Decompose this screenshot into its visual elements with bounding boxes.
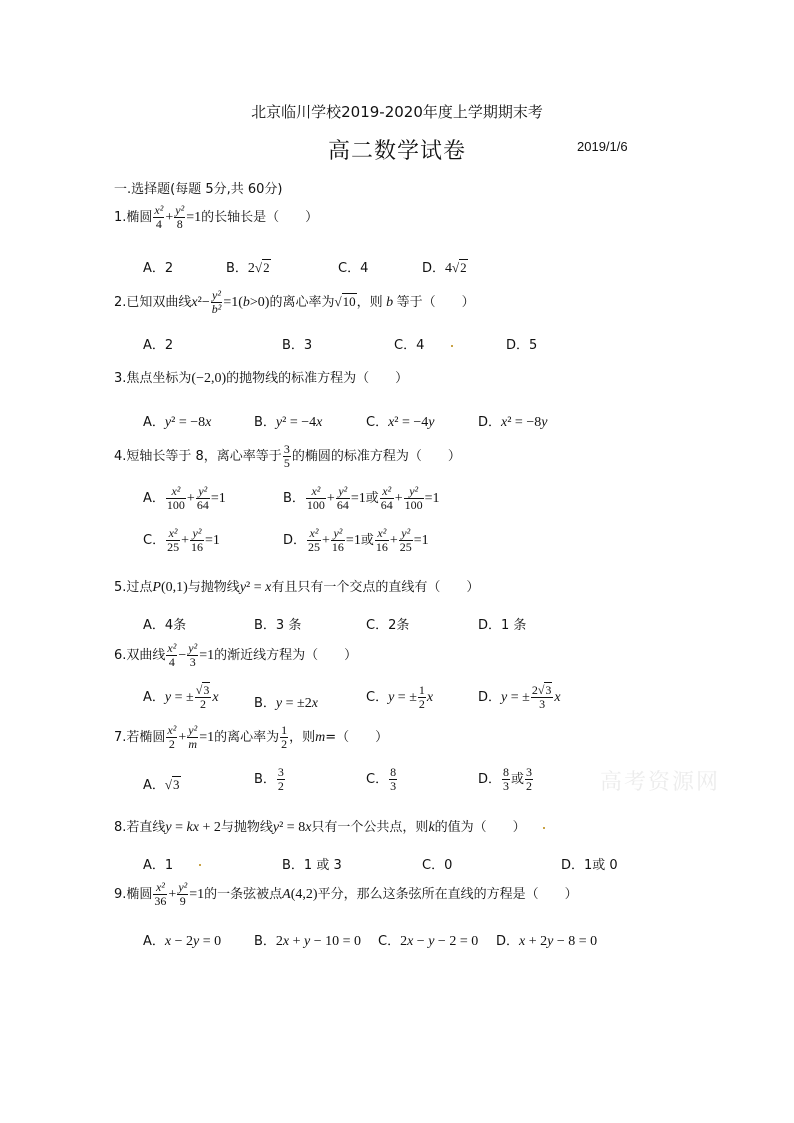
school-header: 北京临川学校2019-2020年度上学期期末考: [251, 103, 543, 121]
frac: $\frac{2√3}{3}$: [531, 683, 552, 711]
q6-d-label: D．: [478, 690, 502, 705]
q3-option-b[interactable]: B．y² = −4x: [254, 415, 323, 430]
frac: $\frac{1}{2}$: [281, 723, 288, 751]
frac: $\frac{3}{2}$: [277, 765, 284, 793]
q8-option-a[interactable]: A．1: [143, 858, 174, 873]
q1-prefix: 1.椭圆: [114, 210, 153, 225]
stray-dot: [451, 345, 453, 347]
frac: $\frac{\text{x²}}{100}$: [166, 484, 185, 512]
question-7: 7.若椭圆 $\frac{\text{x²}}{2}$ + $\frac{\text{y²}}{m}$ =1的离心率为 $\frac{1}{2}$ ，则m=（ ）: [114, 723, 389, 751]
q2-prefix: 2.已知双曲线: [114, 295, 192, 310]
q8-option-c[interactable]: C．0: [422, 858, 453, 873]
q9-option-d[interactable]: D．x + 2y − 8 = 0: [496, 934, 598, 949]
q3-suffix: 的抛物线的标准方程为（ ）: [226, 371, 409, 386]
q3-option-c[interactable]: C．x² = −4y: [366, 415, 435, 430]
q8-mid: 与抛物线: [220, 820, 273, 835]
page-title: 高二数学试卷: [327, 139, 466, 164]
q1-d-label: D．: [422, 261, 446, 276]
q6-prefix: 6.双曲线: [114, 648, 166, 663]
q3-option-d[interactable]: D．x² = −8y: [478, 415, 548, 430]
frac: $\frac{1}{2}$: [418, 683, 425, 711]
frac: $\frac{\text{y²}}{8}$: [175, 203, 185, 231]
q4-a-label: A．: [143, 491, 165, 506]
q5-mid: 与抛物线: [187, 580, 240, 595]
q5-prefix: 5.过点: [114, 580, 153, 595]
stray-dot: [543, 827, 545, 829]
q1-b-label: B．: [226, 261, 248, 276]
frac: $\frac{\text{x²}}{64}$: [380, 484, 393, 512]
frac: $\frac{8}{3}$: [390, 765, 397, 793]
frac: $\frac{\text{y²}}{64}$: [196, 484, 209, 512]
q2-mid: 的离心率为: [269, 295, 335, 310]
q4-suffix: 的椭圆的标准方程为（ ）: [291, 449, 461, 464]
q9-option-c[interactable]: C．2x − y − 2 = 0: [378, 934, 479, 949]
q8-mid2: 只有一个公共点，则: [311, 820, 429, 835]
question-9: 9.椭圆 $\frac{\text{x²}}{36}$ + $\frac{\text{y²}}{9}$ =1的一条弦被点A(4,2)平分，那么这条弦所在直线的方程是（ ）: [114, 880, 578, 908]
frac: $\frac{\text{y²}}{3}$: [188, 641, 198, 669]
q6-option-b[interactable]: B．y = ±2x: [254, 696, 318, 711]
q7-a-label: A．: [143, 778, 165, 793]
q1-option-c[interactable]: C．4: [338, 261, 369, 276]
q9-option-a[interactable]: A．x − 2y = 0: [143, 934, 222, 949]
q3-a-label: A．: [143, 415, 165, 430]
question-4: [114, 443, 461, 470]
or-word: 或: [511, 772, 525, 787]
frac: $\frac{\text{x²}}{36}$: [154, 880, 167, 908]
watermark: 高考资源网: [600, 770, 721, 795]
q5-option-c[interactable]: C．2条: [366, 618, 410, 633]
q7-mid: 的离心率为: [214, 730, 280, 745]
section-heading: 一.选择题(每题 5分,共 60分): [114, 182, 283, 197]
q9-option-b[interactable]: B．2x + y − 10 = 0: [254, 934, 362, 949]
q2-option-a[interactable]: A．2: [143, 338, 174, 353]
q4-option-c[interactable]: C． $\frac{\text{x²}}{25}$ + $\frac{\text{y²}}{16}$ =1: [143, 526, 220, 554]
q6-c-label: C．: [366, 690, 389, 705]
question-8: 8.若直线y = kx + 2与抛物线y² = 8x只有一个公共点，则k的值为（ ）: [114, 820, 526, 835]
frac: $\frac{\text{y²}}{\text{b²}}$: [211, 288, 222, 316]
q2-option-c[interactable]: C．4: [394, 338, 425, 353]
q5-suffix: 有且只有一个交点的直线有（ ）: [271, 580, 480, 595]
q1-option-b[interactable]: B．2√2: [226, 260, 270, 276]
q1-option-d[interactable]: D．4√2: [422, 260, 467, 276]
frac: $\frac{3}{2}$: [526, 765, 533, 793]
q7-option-c[interactable]: [366, 766, 398, 793]
q9-prefix: 9.椭圆: [114, 887, 153, 902]
stray-dot: [199, 864, 201, 866]
q7-b-label: B．: [254, 772, 276, 787]
q7-prefix: 7.若椭圆: [114, 730, 166, 745]
q6-option-a[interactable]: A．y = ± $\frac{√3}{2}$ x: [143, 683, 219, 711]
frac: $\frac{\text{x²}}{4}$: [167, 641, 177, 669]
frac: $\frac{\text{x²}}{16}$: [375, 526, 388, 554]
q2-option-b[interactable]: B．3: [282, 338, 313, 353]
exam-date: 2019/1/6: [577, 139, 628, 154]
q4-prefix: 4.短轴长等于 8，离心率等于: [114, 449, 282, 464]
question-6: 6.双曲线 $\frac{\text{x²}}{4}$ − $\frac{\text{y²}}{3}$ =1的渐近线方程为（ ）: [114, 641, 358, 669]
q1-option-a[interactable]: A．2: [143, 261, 174, 276]
q4-b-label: B．: [283, 491, 305, 506]
q9-b-label: B．: [254, 934, 276, 949]
q7-option-b[interactable]: [254, 766, 286, 793]
frac: $\frac{\text{y²}}{25}$: [399, 526, 412, 554]
q6-option-c[interactable]: C．y = ± $\frac{1}{2}$ x: [366, 683, 434, 711]
question-3: 3.焦点坐标为(−2,0)的抛物线的标准方程为（ ）: [114, 371, 409, 386]
q8-prefix: 8.若直线: [114, 820, 166, 835]
q7-tail: =（ ）: [325, 730, 389, 745]
frac: $\frac{\text{x²}}{4}$: [154, 203, 164, 231]
question-2: 2.已知双曲线x²− $\frac{\text{y²}}{\text{b²}}$ =1(b>0)的离心率为√10，则 b 等于（ ）: [114, 288, 475, 316]
or-word: 或: [360, 533, 374, 548]
q5-option-a[interactable]: A．4条: [143, 618, 187, 633]
q3-prefix: 3.焦点坐标为: [114, 371, 192, 386]
q9-c-label: C．: [378, 934, 401, 949]
q8-suffix: 的值为（ ）: [434, 820, 526, 835]
frac: $\frac{\text{x²}}{25}$: [167, 526, 180, 554]
q8-option-d[interactable]: D．1或 0: [561, 858, 618, 873]
frac: $\frac{\text{y²}}{9}$: [178, 880, 188, 908]
q7-option-d[interactable]: [478, 766, 534, 793]
q8-option-b[interactable]: B．1 或 3: [282, 858, 342, 873]
frac: $\frac{3}{5}$: [283, 442, 290, 470]
q4-d-label: D．: [283, 533, 307, 548]
q7-d-label: D．: [478, 772, 502, 787]
q2-option-d[interactable]: D．5: [506, 338, 538, 353]
q7-option-a[interactable]: A．√3: [143, 777, 180, 793]
frac: $\frac{\text{y²}}{m}$: [188, 723, 198, 751]
q7-suffix: ，则: [289, 730, 316, 745]
q6-b-label: B．: [254, 696, 276, 711]
or-word: 或: [365, 491, 379, 506]
q6-option-d[interactable]: D．y = ± $\frac{2√3}{3}$ x: [478, 683, 561, 711]
frac: $\frac{\text{y²}}{16}$: [331, 526, 344, 554]
frac: $\frac{\text{y²}}{16}$: [190, 526, 203, 554]
frac: $\frac{\text{x²}}{25}$: [308, 526, 321, 554]
question-1: 1.椭圆 $\frac{\text{x²}}{4}$ + $\frac{\text{y²}}{8}$ =1的长轴长是（ ）: [114, 203, 319, 231]
q7-c-label: C．: [366, 772, 389, 787]
q9-a-label: A．: [143, 934, 165, 949]
question-5: 5.过点P(0,1)与抛物线y² = x有且只有一个交点的直线有（ ）: [114, 580, 480, 595]
q1-suffix: 的长轴长是（ ）: [201, 210, 319, 225]
frac: $\frac{\text{x²}}{2}$: [167, 723, 177, 751]
q6-suffix: 的渐近线方程为（ ）: [214, 648, 358, 663]
q4-c-label: C．: [143, 533, 166, 548]
q5-option-d[interactable]: D．1 条: [478, 618, 527, 633]
q9-suffix: 平分，那么这条弦所在直线的方程是（ ）: [317, 887, 578, 902]
q4-option-d[interactable]: D． $\frac{\text{x²}}{25}$ + $\frac{\text{y²}}{16}$ =1或 $\frac{\text{x²}}{16}$ + $\frac{\text{y²}}{25}$ =1: [283, 526, 429, 554]
q3-d-label: D．: [478, 415, 502, 430]
frac: $\frac{\text{y²}}{64}$: [336, 484, 349, 512]
q2-suffix: ，则: [356, 295, 383, 310]
frac: $\frac{\text{y²}}{100}$: [404, 484, 423, 512]
q9-d-label: D．: [496, 934, 520, 949]
frac: $\frac{\text{x²}}{100}$: [306, 484, 325, 512]
frac: $\frac{√3}{2}$: [195, 683, 210, 711]
q4-option-b[interactable]: B． $\frac{\text{x²}}{100}$ + $\frac{\text{y²}}{64}$ =1或 $\frac{\text{x²}}{64}$ + $\frac{\text{y²}}{100}$ =1: [283, 484, 440, 512]
frac: $\frac{8}{3}$: [503, 765, 510, 793]
q4-option-a[interactable]: A． $\frac{\text{x²}}{100}$ + $\frac{\text{y²}}{64}$ =1: [143, 484, 226, 512]
q3-b-label: B．: [254, 415, 276, 430]
q3-option-a[interactable]: A．y² = −8x: [143, 415, 212, 430]
q2-tail: 等于（ ）: [396, 295, 475, 310]
q5-option-b[interactable]: B．3 条: [254, 618, 302, 633]
q9-mid: 的一条弦被点: [204, 887, 283, 902]
q6-a-label: A．: [143, 690, 165, 705]
q3-c-label: C．: [366, 415, 389, 430]
